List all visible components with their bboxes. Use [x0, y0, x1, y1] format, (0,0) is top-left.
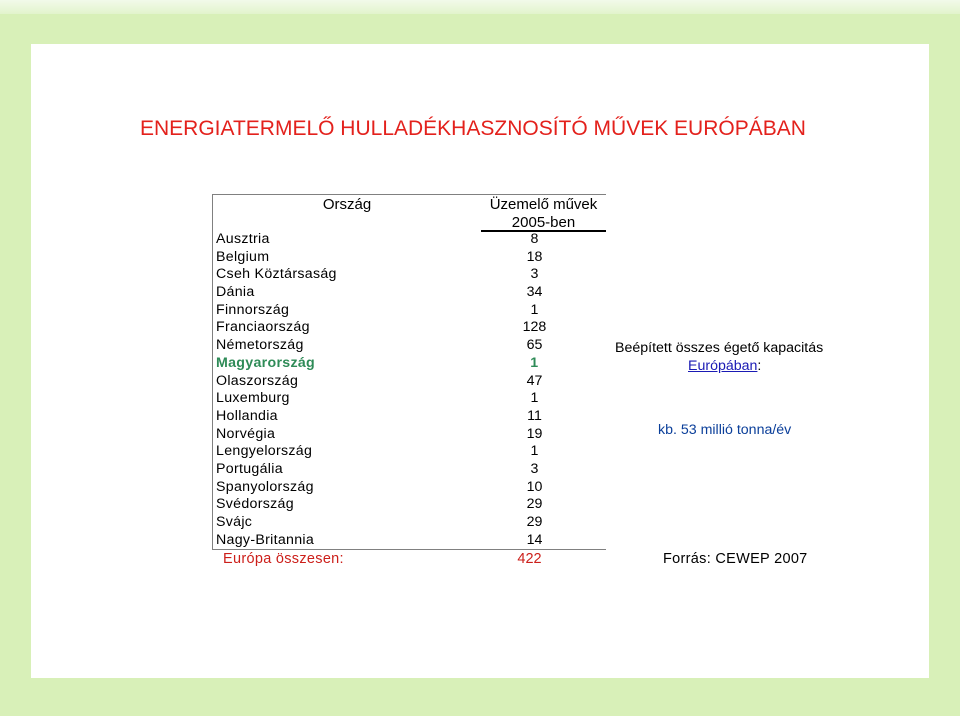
- row-count: 29: [526, 514, 543, 530]
- table-row: [213, 532, 606, 551]
- row-count: 14: [526, 531, 543, 548]
- row-count: 128: [522, 319, 547, 336]
- row-count: 65: [526, 337, 543, 354]
- row-count: 29: [526, 496, 543, 513]
- row-country: Luxemburg: [216, 390, 290, 407]
- table-row: [213, 337, 606, 355]
- row-count: 11: [527, 407, 542, 424]
- row-country: Norvégia: [216, 425, 276, 442]
- table-row: [213, 479, 606, 497]
- table-row: [213, 514, 606, 532]
- total-label: Európa összesen:: [223, 551, 344, 567]
- row-count: 1: [530, 354, 539, 371]
- row-country: Portugália: [216, 460, 283, 477]
- header-units-line1: Üzemelő művek: [489, 196, 598, 213]
- row-country: Ausztria: [216, 231, 270, 247]
- plants-table: [212, 194, 606, 550]
- total-row: [212, 551, 605, 567]
- row-country: Nagy-Britannia: [216, 531, 315, 548]
- row-count: 3: [530, 460, 539, 477]
- table-row: [213, 408, 606, 426]
- table-row: [213, 496, 606, 514]
- header-country: Ország: [322, 196, 372, 213]
- table-row: [213, 302, 606, 320]
- table-row: [213, 319, 606, 337]
- table-row: [213, 249, 606, 267]
- row-country: Németország: [216, 337, 304, 354]
- capacity-note-line1: Beépített összes égető kapacitás: [615, 340, 824, 356]
- table-row: [213, 355, 606, 373]
- slide-title: ENERGIATERMELŐ HULLADÉKHASZNOSÍTÓ MŰVEK EURÓPÁBAN: [140, 117, 806, 140]
- row-count: 47: [526, 372, 543, 389]
- row-country: Finnország: [216, 301, 290, 318]
- capacity-value: kb. 53 millió tonna/év: [658, 422, 792, 438]
- row-country: Svédország: [216, 496, 294, 513]
- row-country: Franciaország: [216, 319, 310, 336]
- row-country: Olaszország: [216, 372, 299, 389]
- table-row: [213, 390, 606, 408]
- row-country: Lengyelország: [216, 443, 313, 460]
- capacity-note-line2: [688, 358, 761, 374]
- table-body: [213, 231, 606, 550]
- table-row: [213, 426, 606, 444]
- row-count: 8: [530, 231, 539, 247]
- row-country: Dánia: [216, 284, 255, 301]
- row-count: 18: [526, 248, 543, 265]
- row-country: Svájc: [216, 514, 253, 530]
- table-row: [213, 284, 606, 302]
- header-units-line2: 2005-ben: [511, 214, 576, 231]
- row-count: 1: [530, 301, 539, 318]
- row-country: Hollandia: [216, 407, 278, 424]
- row-country: Belgium: [216, 248, 270, 265]
- row-country: Magyarország: [216, 354, 316, 371]
- row-count: 1: [530, 443, 539, 460]
- table-row: [213, 266, 606, 284]
- frame-top-band: [0, 0, 960, 14]
- capacity-note-colon: :: [757, 358, 762, 374]
- row-count: 19: [526, 425, 543, 442]
- row-count: 34: [526, 284, 543, 301]
- row-count: 1: [530, 390, 539, 407]
- europe-link[interactable]: Európában: [688, 358, 758, 374]
- table-row: [213, 461, 606, 479]
- row-country: Cseh Köztársaság: [216, 266, 337, 283]
- source-credit: Forrás: CEWEP 2007: [663, 551, 808, 567]
- table-header: [213, 195, 606, 231]
- table-row: [213, 231, 606, 249]
- header-units: [481, 195, 606, 232]
- row-count: 3: [530, 266, 539, 283]
- total-value: 422: [517, 551, 542, 567]
- row-count: 10: [526, 478, 543, 495]
- row-country: Spanyolország: [216, 478, 314, 495]
- table-row: [213, 373, 606, 391]
- table-row: [213, 443, 606, 461]
